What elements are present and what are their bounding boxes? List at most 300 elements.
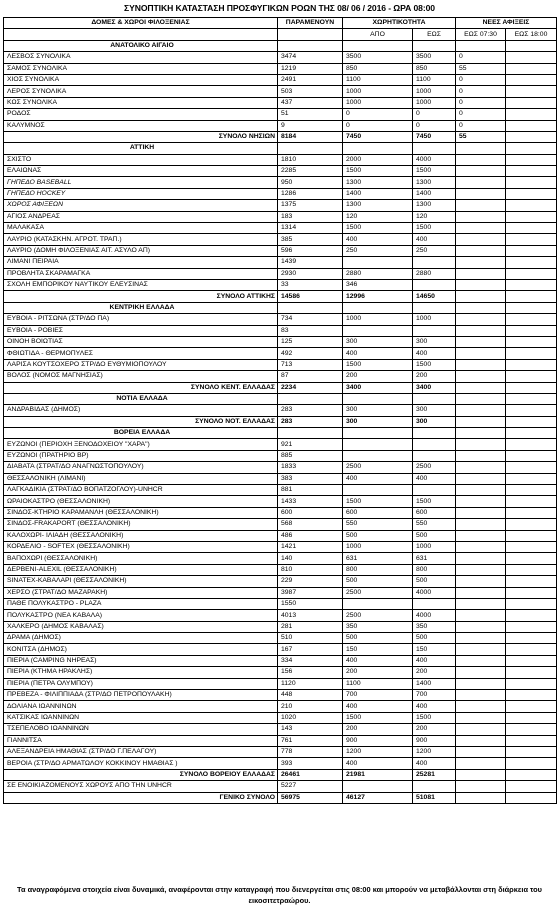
table-row	[4, 268, 557, 279]
capacity-from-cell: 1100	[343, 678, 413, 689]
arrivals-0730-cell	[456, 735, 506, 746]
capacity-to-cell	[413, 40, 456, 51]
arrivals-0730-cell	[456, 245, 506, 256]
remaining-cell: 9	[278, 120, 343, 131]
capacity-from-cell: 1100	[343, 74, 413, 85]
remaining-cell	[278, 302, 343, 313]
capacity-to-cell	[413, 257, 456, 268]
table-row	[4, 462, 557, 473]
capacity-to-cell: 1000	[413, 541, 456, 552]
remaining-cell: 492	[278, 348, 343, 359]
arrivals-0730-cell	[456, 314, 506, 325]
structure-name-cell: ΓΗΠΕΔΟ BASEBALL	[4, 177, 278, 188]
capacity-to-cell: 1500	[413, 496, 456, 507]
arrivals-1800-cell	[506, 143, 557, 154]
arrivals-0730-cell	[456, 405, 506, 416]
arrivals-0730-cell	[456, 724, 506, 735]
capacity-from-cell: 46127	[343, 792, 413, 803]
table-row	[4, 747, 557, 758]
capacity-from-cell	[343, 302, 413, 313]
table-row	[4, 621, 557, 632]
capacity-to-cell	[413, 450, 456, 461]
capacity-from-cell: 2880	[343, 268, 413, 279]
remaining-cell: 761	[278, 735, 343, 746]
capacity-from-cell: 1000	[343, 97, 413, 108]
arrivals-0730-cell: 0	[456, 52, 506, 63]
arrivals-0730-cell	[456, 359, 506, 370]
remaining-cell: 778	[278, 747, 343, 758]
table-row	[4, 245, 557, 256]
arrivals-0730-cell	[456, 473, 506, 484]
arrivals-0730-cell: 55	[456, 131, 506, 142]
remaining-cell: 125	[278, 336, 343, 347]
arrivals-0730-cell	[456, 712, 506, 723]
capacity-to-cell: 200	[413, 667, 456, 678]
capacity-to-cell: 3500	[413, 52, 456, 63]
arrivals-1800-cell	[506, 348, 557, 359]
structure-name-cell: SINATEX-ΚΑΒΑΛΑΡΙ (ΘΕΣΣΑΛΟΝΙΚΗ)	[4, 576, 278, 587]
capacity-from-cell: 2500	[343, 462, 413, 473]
arrivals-1800-cell	[506, 257, 557, 268]
capacity-from-cell: 250	[343, 245, 413, 256]
structure-name-cell: ΝΟΤΙΑ ΕΛΛΑΔΑ	[4, 393, 278, 404]
arrivals-1800-cell	[506, 393, 557, 404]
arrivals-0730-cell	[456, 781, 506, 792]
arrivals-0730-cell	[456, 200, 506, 211]
remaining-cell: 885	[278, 450, 343, 461]
arrivals-0730-cell	[456, 462, 506, 473]
arrivals-1800-cell	[506, 291, 557, 302]
table-row	[4, 633, 557, 644]
capacity-to-cell: 500	[413, 576, 456, 587]
structure-name-cell: ΠΡΕΒΕΖΑ - ΦΙΛΙΠΠΙΑΔΑ (ΣΤΡ/ΔΟ ΠΕΤΡΟΠΟΥΛΑΚΗ)	[4, 690, 278, 701]
capacity-from-cell: 346	[343, 279, 413, 290]
arrivals-0730-cell	[456, 223, 506, 234]
structure-name-cell: ΣΥΝΟΛΟ ΝΗΣΙΩΝ	[4, 131, 278, 142]
capacity-to-cell: 400	[413, 701, 456, 712]
arrivals-1800-cell	[506, 747, 557, 758]
capacity-from-cell: 1500	[343, 496, 413, 507]
arrivals-1800-cell	[506, 63, 557, 74]
arrivals-0730-cell	[456, 211, 506, 222]
remaining-cell: 156	[278, 667, 343, 678]
arrivals-0730-cell	[456, 143, 506, 154]
arrivals-0730-cell	[456, 496, 506, 507]
arrivals-1800-cell	[506, 86, 557, 97]
capacity-from-cell: 631	[343, 553, 413, 564]
arrivals-1800-cell	[506, 690, 557, 701]
arrivals-0730-cell	[456, 598, 506, 609]
arrivals-0730-cell	[456, 690, 506, 701]
capacity-to-cell	[413, 598, 456, 609]
structure-name-cell: ΣΥΝΟΛΟ ΚΕΝΤ. ΕΛΛΑΔΑΣ	[4, 382, 278, 393]
capacity-from-cell: 2500	[343, 587, 413, 598]
capacity-to-cell: 1500	[413, 712, 456, 723]
arrivals-0730-cell	[456, 393, 506, 404]
arrivals-1800-cell	[506, 234, 557, 245]
arrivals-1800-cell	[506, 74, 557, 85]
structure-name-cell: ΓΙΑΝΝΙΤΣΑ	[4, 735, 278, 746]
capacity-to-cell: 300	[413, 336, 456, 347]
arrivals-1800-cell	[506, 314, 557, 325]
arrivals-1800-cell	[506, 166, 557, 177]
capacity-to-cell: 1500	[413, 359, 456, 370]
region-header-row	[4, 302, 557, 313]
capacity-to-cell: 200	[413, 371, 456, 382]
structure-name-cell: ΑΝΑΤΟΛΙΚΟ ΑΙΓΑΙΟ	[4, 40, 278, 51]
remaining-cell: 734	[278, 314, 343, 325]
remaining-cell: 1550	[278, 598, 343, 609]
remaining-cell: 713	[278, 359, 343, 370]
table-header-row	[4, 18, 557, 29]
structure-name-cell: ΜΑΛΑΚΑΣΑ	[4, 223, 278, 234]
structure-name-cell: ΛΕΣΒΟΣ ΣΥΝΟΛΙΚΑ	[4, 52, 278, 63]
structure-name-cell: ΕΛΑΙΩΝΑΣ	[4, 166, 278, 177]
arrivals-1800-cell	[506, 154, 557, 165]
capacity-to-cell: 1000	[413, 97, 456, 108]
arrivals-1800-cell	[506, 496, 557, 507]
table-row	[4, 712, 557, 723]
report-title: ΣΥΝΟΠΤΙΚΗ ΚΑΤΑΣΤΑΣΗ ΠΡΟΣΦΥΓΙΚΩΝ ΡΟΩΝ ΤΗΣ 08/ 06 / 2016 - ΩΡΑ 08:00	[124, 3, 435, 13]
arrivals-1800-cell	[506, 530, 557, 541]
arrivals-0730-cell	[456, 792, 506, 803]
arrivals-1800-cell	[506, 405, 557, 416]
remaining-cell: 56975	[278, 792, 343, 803]
arrivals-0730-cell	[456, 188, 506, 199]
remaining-cell: 393	[278, 758, 343, 769]
remaining-cell: 1120	[278, 678, 343, 689]
table-row	[4, 257, 557, 268]
capacity-to-cell: 25281	[413, 769, 456, 780]
arrivals-0730-cell	[456, 667, 506, 678]
arrivals-0730-cell	[456, 348, 506, 359]
subheader-until-1800: ΕΩΣ 18:00	[506, 29, 557, 40]
structure-name-cell: ΡΟΔΟΣ	[4, 109, 278, 120]
remaining-cell: 1421	[278, 541, 343, 552]
structure-name-cell: ΓΗΠΕΔΟ HOCKEY	[4, 188, 278, 199]
structure-name-cell: ΛΑΓΚΑΔΙΚΙΑ (ΣΤΡΑΤ/ΔΟ ΒΟΠΑΤΖΟΓΛΟΥ)-UNHCR	[4, 485, 278, 496]
capacity-to-cell: 500	[413, 633, 456, 644]
arrivals-0730-cell	[456, 371, 506, 382]
structure-name-cell: ΕΥΒΟΙΑ - ΡΙΤΣΩΝΑ (ΣΤΡ/ΔΟ ΠΑ)	[4, 314, 278, 325]
table-row	[4, 564, 557, 575]
refugee-flows-table	[3, 17, 557, 804]
table-row	[4, 519, 557, 530]
structure-name-cell: ΒΕΡΟΙΑ (ΣΤΡ/ΔΟ ΑΡΜΑΤΩΛΟΥ ΚΟΚΚΙΝΟΥ ΗΜΑΘΙΑΣ )	[4, 758, 278, 769]
structure-name-cell: ΠΟΛΥΚΑΣΤΡΟ (ΝΕΑ ΚΑΒΑΛΑ)	[4, 610, 278, 621]
arrivals-1800-cell	[506, 633, 557, 644]
arrivals-0730-cell	[456, 553, 506, 564]
subheader-to: ΕΩΣ	[413, 29, 456, 40]
capacity-from-cell: 1500	[343, 166, 413, 177]
table-row	[4, 690, 557, 701]
remaining-cell	[278, 428, 343, 439]
remaining-cell: 229	[278, 576, 343, 587]
remaining-cell: 600	[278, 507, 343, 518]
arrivals-1800-cell	[506, 428, 557, 439]
structure-name-cell: ΠΙΕΡΙΑ (CAMPING ΝΗΡΕΑΣ)	[4, 655, 278, 666]
arrivals-1800-cell	[506, 416, 557, 427]
arrivals-0730-cell	[456, 485, 506, 496]
header-capacity: ΧΩΡΗΤΙΚΟΤΗΤΑ	[343, 18, 456, 29]
remaining-cell: 3474	[278, 52, 343, 63]
arrivals-0730-cell	[456, 587, 506, 598]
capacity-to-cell: 120	[413, 211, 456, 222]
table-row	[4, 576, 557, 587]
capacity-to-cell: 1300	[413, 177, 456, 188]
arrivals-1800-cell	[506, 279, 557, 290]
arrivals-1800-cell	[506, 200, 557, 211]
arrivals-0730-cell	[456, 541, 506, 552]
structure-name-cell: ΤΣΕΠΕΛΟΒΟ ΙΩΑΝΝΙΝΩΝ	[4, 724, 278, 735]
arrivals-0730-cell	[456, 336, 506, 347]
remaining-cell: 568	[278, 519, 343, 530]
arrivals-1800-cell	[506, 223, 557, 234]
remaining-cell: 1433	[278, 496, 343, 507]
capacity-from-cell: 7450	[343, 131, 413, 142]
remaining-cell: 2234	[278, 382, 343, 393]
capacity-to-cell: 400	[413, 473, 456, 484]
arrivals-1800-cell	[506, 678, 557, 689]
arrivals-0730-cell	[456, 291, 506, 302]
arrivals-0730-cell: 55	[456, 63, 506, 74]
capacity-to-cell: 700	[413, 690, 456, 701]
structure-name-cell: ΔΙΑΒΑΤΑ (ΣΤΡΑΤ/ΔΟ ΑΝΑΓΝΩΣΤΟΠΟΥΛΟΥ)	[4, 462, 278, 473]
subtotal-row	[4, 382, 557, 393]
table-row	[4, 359, 557, 370]
arrivals-0730-cell	[456, 747, 506, 758]
remaining-cell: 2491	[278, 74, 343, 85]
structure-name-cell: ΚΩΣ ΣΥΝΟΛΙΚΑ	[4, 97, 278, 108]
remaining-cell: 1375	[278, 200, 343, 211]
table-row	[4, 279, 557, 290]
arrivals-0730-cell	[456, 382, 506, 393]
capacity-to-cell: 1200	[413, 747, 456, 758]
capacity-to-cell: 1400	[413, 188, 456, 199]
remaining-cell: 334	[278, 655, 343, 666]
table-row	[4, 496, 557, 507]
capacity-from-cell: 400	[343, 701, 413, 712]
remaining-cell: 1810	[278, 154, 343, 165]
remaining-cell: 26461	[278, 769, 343, 780]
remaining-cell	[278, 143, 343, 154]
table-row	[4, 109, 557, 120]
capacity-to-cell	[413, 439, 456, 450]
capacity-from-cell: 300	[343, 405, 413, 416]
table-row	[4, 336, 557, 347]
capacity-from-cell: 2000	[343, 154, 413, 165]
remaining-cell: 143	[278, 724, 343, 735]
arrivals-1800-cell	[506, 382, 557, 393]
structure-name-cell: ΧΙΟΣ ΣΥΝΟΛΙΚΑ	[4, 74, 278, 85]
capacity-to-cell	[413, 485, 456, 496]
arrivals-0730-cell	[456, 439, 506, 450]
capacity-from-cell: 400	[343, 348, 413, 359]
structure-name-cell: ΕΥΖΩΝΟΙ (ΠΕΡΙΟΧΗ ΞΕΝΟΔΟΧΕΙΟΥ "ΧΑΡΑ")	[4, 439, 278, 450]
structure-name-cell: ΠΙΕΡΙΑ (ΚΤΗΜΑ ΗΡΑΚΛΗΣ)	[4, 667, 278, 678]
capacity-from-cell	[343, 40, 413, 51]
arrivals-1800-cell	[506, 120, 557, 131]
capacity-from-cell: 1400	[343, 188, 413, 199]
arrivals-0730-cell	[456, 177, 506, 188]
arrivals-1800-cell	[506, 564, 557, 575]
structure-name-cell: ΛΑΥΡΙΟ (ΔΟΜΗ ΦΙΛΟΞΕΝΙΑΣ ΑΙΤ. ΑΣΥΛΟ ΑΠ)	[4, 245, 278, 256]
structure-name-cell: ΣΙΝΔΟΣ-ΚΤΗΡΙΟ ΚΑΡΑΜΑΝΛΗ (ΘΕΣΣΑΛΟΝΙΚΗ)	[4, 507, 278, 518]
subtotal-row	[4, 131, 557, 142]
arrivals-0730-cell: 0	[456, 74, 506, 85]
capacity-to-cell: 3400	[413, 382, 456, 393]
arrivals-0730-cell	[456, 234, 506, 245]
capacity-from-cell: 3500	[343, 52, 413, 63]
remaining-cell	[278, 393, 343, 404]
capacity-to-cell: 1000	[413, 86, 456, 97]
arrivals-1800-cell	[506, 507, 557, 518]
arrivals-0730-cell	[456, 621, 506, 632]
arrivals-0730-cell	[456, 154, 506, 165]
subheader-from: ΑΠΟ	[343, 29, 413, 40]
capacity-from-cell: 3400	[343, 382, 413, 393]
remaining-cell: 283	[278, 405, 343, 416]
table-row	[4, 735, 557, 746]
remaining-cell: 281	[278, 621, 343, 632]
table-row	[4, 553, 557, 564]
structure-name-cell: ΣΥΝΟΛΟ ΒΟΡΕΙΟΥ ΕΛΛΑΔΑΣ	[4, 769, 278, 780]
arrivals-0730-cell	[456, 678, 506, 689]
arrivals-1800-cell	[506, 781, 557, 792]
capacity-to-cell: 200	[413, 724, 456, 735]
capacity-to-cell	[413, 325, 456, 336]
arrivals-1800-cell	[506, 268, 557, 279]
capacity-from-cell: 400	[343, 473, 413, 484]
structure-name-cell: ΕΥΒΟΙΑ - ΡΟΒΙΕΣ	[4, 325, 278, 336]
capacity-to-cell: 631	[413, 553, 456, 564]
table-body	[4, 18, 557, 804]
remaining-cell: 83	[278, 325, 343, 336]
capacity-to-cell: 4000	[413, 587, 456, 598]
capacity-from-cell: 0	[343, 109, 413, 120]
remaining-cell: 437	[278, 97, 343, 108]
arrivals-1800-cell	[506, 792, 557, 803]
arrivals-1800-cell	[506, 473, 557, 484]
structure-name-cell: ΔΕΡΒΕΝΙ-ALEXIL (ΘΕΣΣΑΛΟΝΙΚΗ)	[4, 564, 278, 575]
arrivals-1800-cell	[506, 667, 557, 678]
subheader-until-0730: ΕΩΣ 07:30	[456, 29, 506, 40]
arrivals-0730-cell	[456, 325, 506, 336]
arrivals-0730-cell	[456, 701, 506, 712]
capacity-to-cell: 500	[413, 530, 456, 541]
table-row	[4, 598, 557, 609]
structure-name-cell: ΒΑΠΟΧΩΡΙ (ΘΕΣΣΑΛΟΝΙΚΗ)	[4, 553, 278, 564]
arrivals-0730-cell	[456, 610, 506, 621]
structure-name-cell: ΣΕ ΕΝΟΙΚΙΑΖΟΜΕΝΟΥΣ ΧΩΡΟΥΣ ΑΠΟ ΤΗΝ UNHCR	[4, 781, 278, 792]
capacity-from-cell: 1000	[343, 86, 413, 97]
structure-name-cell: ΦΘΙΩΤΙΔΑ - ΘΕΡΜΟΠΥΛΕΣ	[4, 348, 278, 359]
remaining-cell: 51	[278, 109, 343, 120]
capacity-to-cell: 2880	[413, 268, 456, 279]
remaining-cell: 486	[278, 530, 343, 541]
remaining-cell: 921	[278, 439, 343, 450]
structure-name-cell: ΒΟΡΕΙΑ ΕΛΛΑΔΑ	[4, 428, 278, 439]
capacity-from-cell: 500	[343, 530, 413, 541]
header-new-arrivals: ΝΕΕΣ ΑΦΙΞΕΙΣ	[456, 18, 557, 29]
arrivals-1800-cell	[506, 610, 557, 621]
table-row	[4, 450, 557, 461]
arrivals-1800-cell	[506, 712, 557, 723]
structure-name-cell: ΧΕΡΣΟ (ΣΤΡΑΤ/ΔΟ ΜΑΖΑΡΑΚΗ)	[4, 587, 278, 598]
arrivals-1800-cell	[506, 177, 557, 188]
capacity-to-cell: 0	[413, 109, 456, 120]
remaining-cell: 1219	[278, 63, 343, 74]
remaining-cell: 1020	[278, 712, 343, 723]
table-row	[4, 154, 557, 165]
remaining-cell: 210	[278, 701, 343, 712]
arrivals-1800-cell	[506, 109, 557, 120]
arrivals-1800-cell	[506, 439, 557, 450]
arrivals-0730-cell: 0	[456, 109, 506, 120]
capacity-from-cell: 550	[343, 519, 413, 530]
arrivals-1800-cell	[506, 462, 557, 473]
capacity-from-cell: 21981	[343, 769, 413, 780]
arrivals-0730-cell	[456, 268, 506, 279]
remaining-cell: 881	[278, 485, 343, 496]
arrivals-1800-cell	[506, 553, 557, 564]
structure-name-cell: ΑΓΙΟΣ ΑΝΔΡΕΑΣ	[4, 211, 278, 222]
remaining-cell: 510	[278, 633, 343, 644]
capacity-from-cell: 120	[343, 211, 413, 222]
structure-name-cell: ΓΕΝΙΚΟ ΣΥΝΟΛΟ	[4, 792, 278, 803]
capacity-from-cell	[343, 598, 413, 609]
table-subheader-row	[4, 29, 557, 40]
capacity-from-cell: 700	[343, 690, 413, 701]
capacity-from-cell: 850	[343, 63, 413, 74]
arrivals-0730-cell: 0	[456, 86, 506, 97]
table-row	[4, 405, 557, 416]
remaining-cell: 1286	[278, 188, 343, 199]
table-row	[4, 655, 557, 666]
capacity-to-cell: 1000	[413, 314, 456, 325]
table-row	[4, 188, 557, 199]
arrivals-0730-cell	[456, 519, 506, 530]
arrivals-0730-cell	[456, 257, 506, 268]
table-row	[4, 74, 557, 85]
structure-name-cell: ΣΥΝΟΛΟ ΝΟΤ. ΕΛΛΑΔΑΣ	[4, 416, 278, 427]
capacity-to-cell: 1100	[413, 74, 456, 85]
arrivals-0730-cell	[456, 655, 506, 666]
remaining-cell: 14586	[278, 291, 343, 302]
arrivals-0730-cell	[456, 166, 506, 177]
subheader-empty	[278, 29, 343, 40]
capacity-from-cell: 500	[343, 576, 413, 587]
capacity-from-cell	[343, 439, 413, 450]
table-row	[4, 234, 557, 245]
arrivals-1800-cell	[506, 188, 557, 199]
capacity-to-cell	[413, 781, 456, 792]
capacity-from-cell: 1500	[343, 712, 413, 723]
capacity-from-cell	[343, 485, 413, 496]
remaining-cell	[278, 40, 343, 51]
capacity-from-cell: 150	[343, 644, 413, 655]
region-header-row	[4, 143, 557, 154]
capacity-from-cell	[343, 257, 413, 268]
capacity-from-cell	[343, 325, 413, 336]
capacity-to-cell: 300	[413, 416, 456, 427]
capacity-to-cell: 900	[413, 735, 456, 746]
capacity-to-cell: 400	[413, 655, 456, 666]
capacity-from-cell: 200	[343, 667, 413, 678]
subtotal-row	[4, 769, 557, 780]
table-row	[4, 724, 557, 735]
arrivals-1800-cell	[506, 325, 557, 336]
